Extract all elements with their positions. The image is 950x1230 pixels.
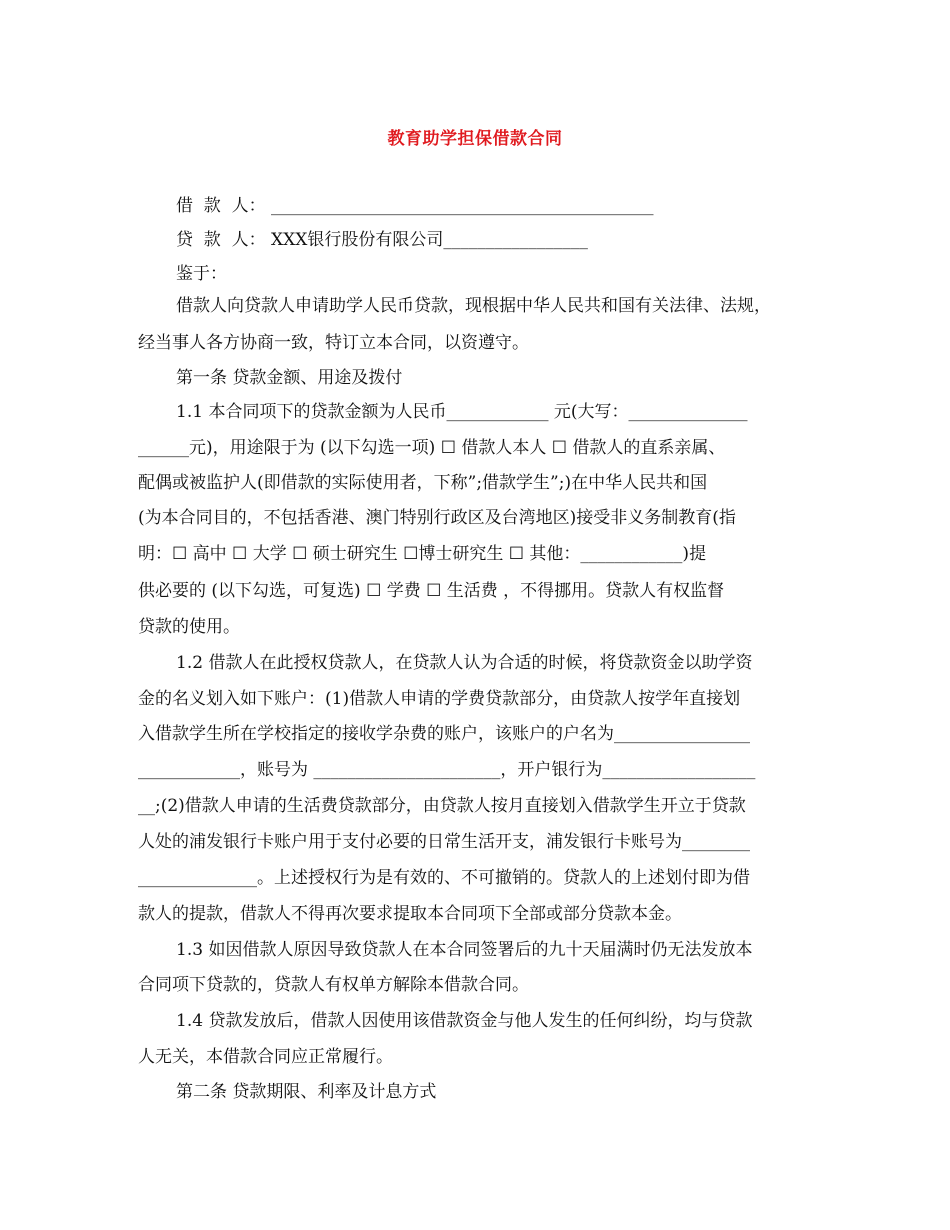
- clause-1-2-line: ____________，账号为 ______________________，开户银行为__________________: [138, 760, 756, 780]
- clause-1-1-line: 1.1 本合同项下的贷款金额为人民币____________ 元(大写：______________: [176, 402, 748, 422]
- clause-1-1-line: 贷款的使用。: [138, 617, 240, 637]
- clause-1-1-line: 明：☐ 高中 ☐ 大学 ☐ 硕士研究生 ☐博士研究生 ☐ 其他：____________)提: [138, 544, 707, 564]
- clause-1-1-line: ______元)，用途限于为 (以下勾选一项) ☐ 借款人本人 ☐ 借款人的直系亲属、: [138, 438, 726, 458]
- preamble-line: 经当事人各方协商一致，特订立本合同，以资遵守。: [138, 333, 529, 353]
- clause-1-4-line: 1.4 贷款发放后，借款人因使用该借款资金与他人发生的任何纠纷，均与贷款: [176, 1011, 753, 1031]
- clause-1-2-line: __;(2)借款人申请的生活费贷款部分，由贷款人按月直接划入借款学生开立于贷款: [138, 796, 746, 816]
- clause-1-2-line: ______________。上述授权行为是有效的、不可撤销的。贷款人的上述划付即为借: [138, 868, 750, 888]
- clause-1-2-line: 1.2 借款人在此授权贷款人，在贷款人认为合适的时候，将贷款资金以助学资: [176, 653, 753, 673]
- clause-1-1-line: (为本合同目的，不包括香港、澳门特别行政区及台湾地区)接受非义务制教育(指: [138, 508, 736, 528]
- clause-1-2-line: 金的名义划入如下账户：(1)借款人申请的学费贷款部分，由贷款人按学年直接划: [138, 689, 741, 709]
- borrower-line: 借 款 人： _____________________________________________: [176, 196, 654, 216]
- clause-1-2-line: 入借款学生所在学校指定的接收学杂费的账户，该账户的户名为________________: [138, 724, 750, 744]
- lender-line: 贷 款 人： XXX银行股份有限公司_________________: [176, 230, 588, 250]
- article-2-heading: 第二条 贷款期限、利率及计息方式: [176, 1082, 437, 1102]
- clause-1-1-line: 供必要的 (以下勾选，可复选) ☐ 学费 ☐ 生活费 ，不得挪用。贷款人有权监督: [138, 581, 725, 601]
- article-1-heading: 第一条 贷款金额、用途及拨付: [176, 368, 403, 388]
- clause-1-1-line: 配偶或被监护人(即借款的实际使用者，下称”;借款学生”;)在中华人民共和国: [138, 473, 708, 493]
- clause-1-4-line: 人无关，本借款合同应正常履行。: [138, 1047, 393, 1067]
- clause-1-2-line: 款人的提款，借款人不得再次要求提取本合同项下全部或部分贷款本金。: [138, 904, 682, 924]
- clause-1-2-line: 人处的浦发银行卡账户用于支付必要的日常生活开支，浦发银行卡账号为________: [138, 832, 750, 852]
- document-title: 教育助学担保借款合同: [387, 129, 563, 149]
- preamble-line: 借款人向贷款人申请助学人民币贷款，现根据中华人民共和国有关法律、法规，: [176, 296, 771, 316]
- clause-1-3-line: 合同项下贷款的，贷款人有权单方解除本借款合同。: [138, 975, 529, 995]
- whereas-heading: 鉴于：: [176, 264, 227, 284]
- clause-1-3-line: 1.3 如因借款人原因导致贷款人在本合同签署后的九十天届满时仍无法发放本: [176, 940, 753, 960]
